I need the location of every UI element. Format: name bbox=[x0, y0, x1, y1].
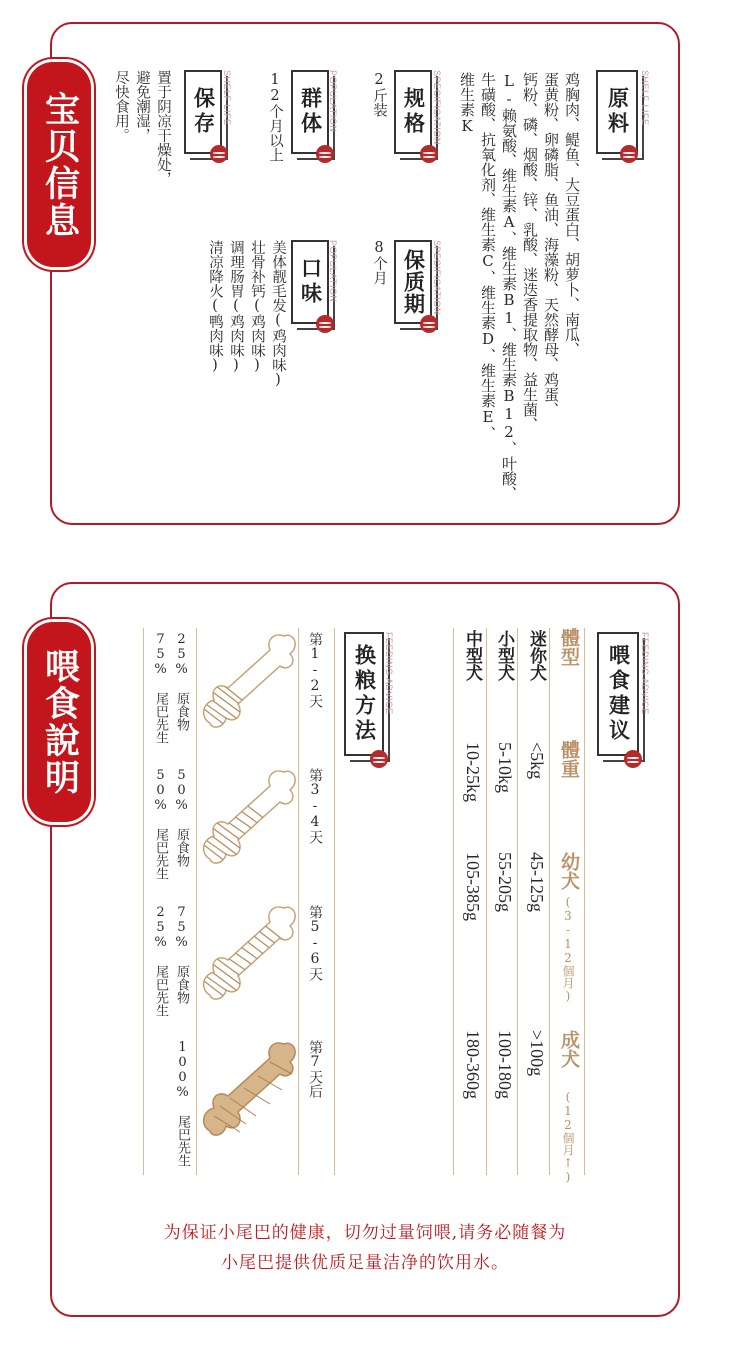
product-info-title: 宝贝信息 bbox=[39, 90, 80, 239]
table-divider bbox=[549, 628, 550, 1175]
feeding-title: 喂食說明 bbox=[39, 648, 80, 796]
storage-eng-label: SHELF LIFE bbox=[222, 70, 232, 126]
switch-divider bbox=[143, 628, 144, 1175]
stage-mix: 75% 原食物 25% 尾巴先生 bbox=[153, 905, 189, 1017]
stage-mix: 100% 尾巴先生 bbox=[175, 1040, 190, 1167]
table-header-puppy-note: (3-12個月) bbox=[561, 895, 575, 1003]
spec-eng-label: SPECIFICATION bbox=[432, 70, 442, 145]
switch-divider bbox=[196, 628, 197, 1175]
feeding-advice-label: 喂食建议 bbox=[597, 632, 639, 756]
storage-text: 置于阴凉干燥处， 避免潮湿， 尽快食用。 bbox=[113, 70, 171, 186]
shelf-life-label: 保质期 bbox=[394, 240, 432, 324]
bone-icon-25 bbox=[200, 628, 300, 738]
product-info-tab bbox=[27, 62, 91, 267]
table-cell-puppy: 45-125g bbox=[527, 852, 547, 912]
table-cell-type: 迷你犬 bbox=[526, 630, 546, 681]
table-cell-type: 小型犬 bbox=[494, 630, 514, 681]
population-eng-label: POPULATION bbox=[328, 70, 338, 133]
bone-icon-75 bbox=[200, 900, 300, 1010]
shelf-life-eng-label: SPECIFICATION bbox=[432, 240, 442, 315]
table-divider bbox=[453, 628, 454, 1175]
table-cell-weight: 10-25kg bbox=[463, 742, 483, 802]
seal-icon bbox=[420, 315, 438, 333]
feeding-tab bbox=[27, 622, 91, 822]
population-text: 12个月以上 bbox=[267, 72, 283, 162]
table-cell-puppy: 105-385g bbox=[463, 852, 483, 921]
seal-icon bbox=[620, 145, 638, 163]
spec-label: 规格 bbox=[394, 70, 432, 154]
switch-method-eng-label: FEEDING ADVICE bbox=[384, 632, 394, 715]
table-header-puppy: 幼犬 bbox=[558, 852, 580, 890]
ingredients-label: 原料 bbox=[596, 70, 638, 154]
switch-method-label: 换粮方法 bbox=[344, 632, 384, 756]
table-cell-weight: <5kg bbox=[527, 742, 547, 780]
seal-icon bbox=[210, 145, 228, 163]
ingredients-eng-label: SHELF LIFE bbox=[640, 70, 650, 126]
stage-mix: 50% 原食物 50% 尾巴先生 bbox=[153, 768, 189, 880]
stage-days: 第3-4天 bbox=[307, 768, 323, 844]
stage-days: 第5-6天 bbox=[307, 905, 323, 981]
table-divider bbox=[584, 628, 585, 1175]
table-header-type: 體型 bbox=[558, 628, 580, 666]
table-cell-adult: 180-360g bbox=[463, 1030, 483, 1099]
table-cell-weight: 5-10kg bbox=[495, 742, 515, 793]
table-cell-type: 中型犬 bbox=[462, 630, 482, 681]
ingredients-text: 鸡胸肉、鳀鱼、大豆蛋白、胡萝卜、南瓜、 蛋黄粉、卵磷脂、鱼油、海藻粉、天然酵母、鸡蛋、 钙粉、磷、烟酸、锌、乳酸、迷迭香提取物、益生菌、 L-赖氨酸、维生素A、维生素B1、维生素B12、叶酸、 牛磺酸、抗氧化剂、维生素C、维生素D、维生素E、 维生素K bbox=[458, 72, 581, 501]
storage-label: 保存 bbox=[184, 70, 222, 154]
table-header-adult-note: (12個月↑) bbox=[561, 1090, 575, 1184]
stage-days: 第7天后 bbox=[307, 1040, 323, 1098]
seal-icon bbox=[420, 145, 438, 163]
flavor-label: 口味 bbox=[291, 240, 329, 324]
switch-divider bbox=[334, 628, 335, 1175]
seal-icon bbox=[316, 145, 334, 163]
bone-icon-100 bbox=[200, 1036, 300, 1146]
table-header-weight: 體重 bbox=[558, 740, 580, 778]
stage-days: 第1-2天 bbox=[307, 632, 323, 708]
flavor-text: 美体靓毛发(鸡肉味) 壮骨补钙(鸡肉味) 调理肠胃(鸡肉味) 清凉降火(鸭肉味) bbox=[207, 240, 286, 388]
table-cell-puppy: 55-205g bbox=[495, 852, 515, 912]
population-label: 群体 bbox=[291, 70, 329, 154]
shelf-life-text: 8个月 bbox=[371, 240, 387, 285]
feeding-notice: 为保证小尾巴的健康，切勿过量饲喂,请务必随餐为 小尾巴提供优质足量洁净的饮用水。 bbox=[163, 1223, 567, 1273]
seal-icon bbox=[316, 315, 334, 333]
table-header-adult: 成犬 bbox=[558, 1030, 580, 1068]
flavor-eng-label: POPULATION bbox=[328, 240, 338, 303]
stage-mix: 25% 原食物 75% 尾巴先生 bbox=[153, 632, 189, 744]
table-divider bbox=[517, 628, 518, 1175]
seal-icon bbox=[370, 750, 388, 768]
table-divider bbox=[486, 628, 487, 1175]
table-cell-adult: >100g bbox=[527, 1030, 547, 1077]
spec-text: 2斤装 bbox=[371, 72, 387, 117]
seal-icon bbox=[624, 750, 642, 768]
table-cell-adult: 100-180g bbox=[495, 1030, 515, 1099]
feeding-advice-eng-label: FEEDING ADVICE bbox=[640, 632, 650, 715]
bone-icon-50 bbox=[200, 764, 300, 874]
